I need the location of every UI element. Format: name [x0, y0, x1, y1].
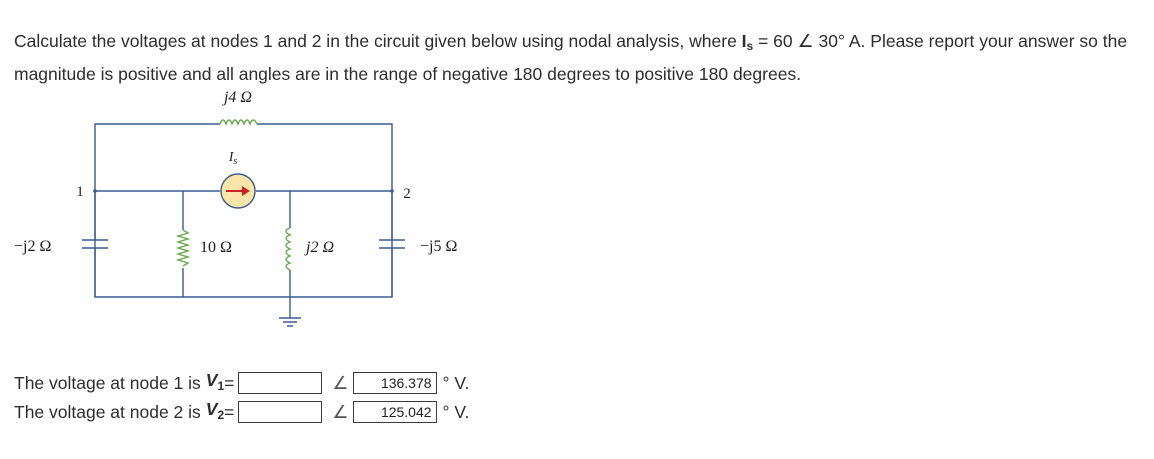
- wire-bottom: [95, 274, 392, 297]
- answer-2-unit: ° V.: [442, 402, 470, 422]
- answer-1-prefix: The voltage at node 1 is: [14, 373, 201, 393]
- answer-2-prefix: The voltage at node 2 is: [14, 402, 201, 422]
- resistor-label: 10 Ω: [200, 239, 232, 256]
- inductor-top-coil: [220, 120, 257, 124]
- answer-2-equals: =: [224, 402, 235, 422]
- cap-right-label: −j5 Ω: [420, 238, 458, 255]
- answer-1-equals: =: [224, 373, 235, 393]
- v2-magnitude-input[interactable]: [238, 401, 322, 423]
- angle-icon: ∠: [332, 373, 349, 393]
- ground-symbol: [279, 318, 301, 326]
- answer-1-variable: $V_1$: [205, 370, 225, 393]
- node-2-label: 2: [403, 186, 411, 202]
- question-part-3: 30° A. Please report your answer so the magnitude is positive and all angles are in the range of negative 180 degrees to positive 180 degrees.: [14, 31, 1128, 84]
- cap-left-label: −j2 Ω: [14, 238, 52, 255]
- v1-magnitude-input[interactable]: [238, 372, 322, 394]
- question-part-2: = 60: [753, 31, 798, 51]
- answer-2-variable: $V_2$: [205, 399, 225, 422]
- node-dot-2: [390, 189, 394, 193]
- inductor-mid-label: j2 Ω: [306, 239, 335, 256]
- node-dot-1: [93, 189, 97, 193]
- angle-icon: ∠: [797, 31, 814, 51]
- current-source: [221, 174, 255, 208]
- answer-row-node-1: [14, 371, 469, 395]
- question-part-1: Calculate the voltages at nodes 1 and 2 in the circuit given below using nodal analysis, where: [14, 31, 742, 51]
- answer-row-node-2: [14, 400, 469, 424]
- circuit-diagram: [0, 82, 470, 344]
- source-symbol: $I_s$: [741, 31, 754, 53]
- inductor-top-label: j4 Ω: [223, 89, 253, 106]
- angle-icon: ∠: [332, 402, 349, 422]
- inductor-mid-coil: [286, 228, 290, 270]
- v1-angle-input[interactable]: [353, 372, 437, 394]
- v2-angle-input[interactable]: [353, 401, 437, 423]
- question-text: [14, 27, 1144, 88]
- resistor-zigzag: [178, 230, 188, 266]
- node-1-label: 1: [76, 184, 84, 200]
- answer-1-unit: ° V.: [442, 373, 470, 393]
- source-label: $I_s$: [228, 150, 238, 167]
- source-subscript: s: [746, 39, 754, 53]
